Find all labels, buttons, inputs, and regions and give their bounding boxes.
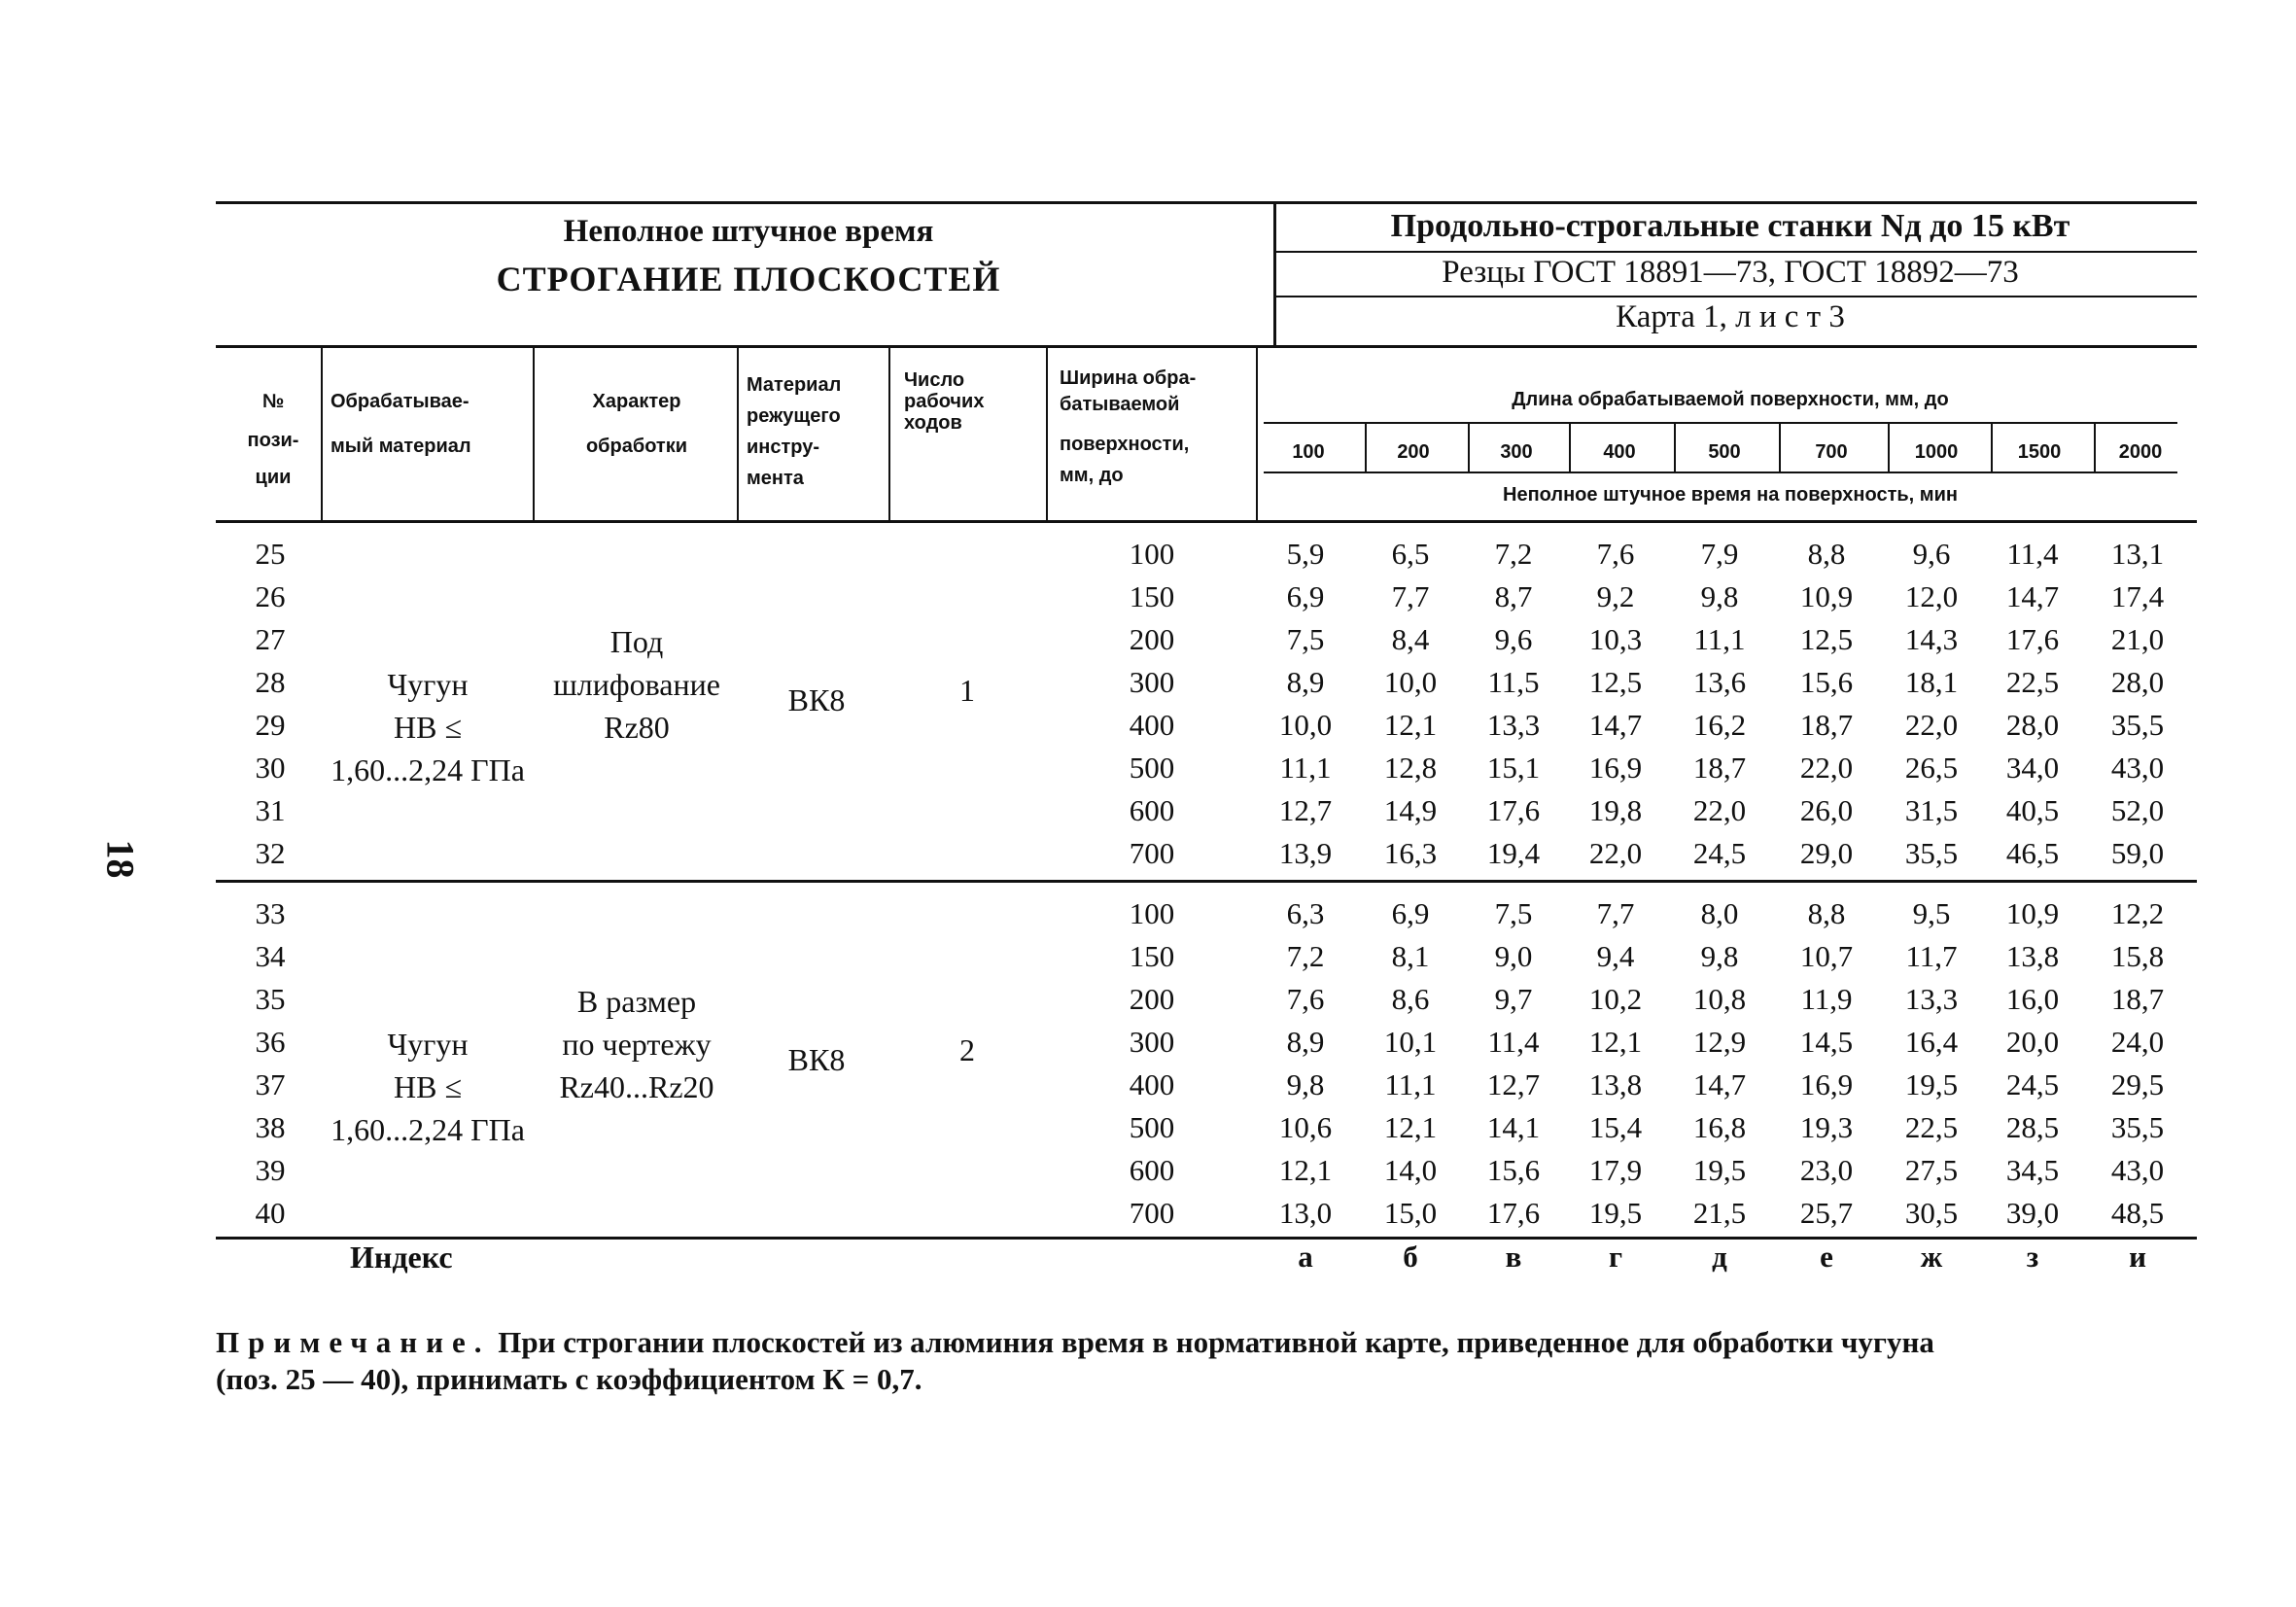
width-value: 600 [1129, 793, 1175, 827]
header-line: обработки [585, 436, 688, 457]
time-value: 28,0 [2005, 708, 2060, 742]
time-value: 7,2 [1494, 537, 1533, 571]
position-number: 26 [255, 579, 286, 613]
col-width-header [1060, 365, 1254, 491]
index-label: Индекс [350, 1240, 453, 1275]
length-divider [1674, 422, 1676, 472]
time-value: 19,5 [1904, 1067, 1959, 1101]
time-value: 8,0 [1700, 896, 1739, 930]
length-divider [1569, 422, 1571, 472]
time-value: 16,0 [2005, 982, 2060, 1016]
length-header-400: 400 [1603, 441, 1636, 463]
time-value: 16,8 [1692, 1110, 1747, 1144]
time-value: 13,1 [2110, 537, 2165, 571]
length-header-100: 100 [1292, 441, 1325, 463]
time-value: 11,4 [1487, 1025, 1540, 1059]
time-value: 40,5 [2005, 793, 2060, 827]
time-value: 14,7 [1692, 1067, 1747, 1101]
length-divider [1365, 422, 1367, 472]
header-line: мый материал [330, 436, 471, 457]
time-value: 10,1 [1383, 1025, 1438, 1059]
column-header-bottom [216, 520, 2197, 523]
position-number: 36 [255, 1025, 286, 1059]
width-value: 400 [1129, 1067, 1175, 1101]
position-number: 27 [255, 622, 286, 656]
time-value: 13,8 [1588, 1067, 1643, 1101]
time-value: 15,1 [1486, 751, 1541, 785]
time-value: 39,0 [2005, 1196, 2060, 1230]
note-prefix: Примечание. [216, 1325, 491, 1359]
time-value: 9,4 [1596, 939, 1635, 973]
time-value: 18,1 [1904, 665, 1959, 699]
time-value: 12,0 [1904, 579, 1959, 613]
time-value: 22,0 [1799, 751, 1854, 785]
time-value: 10,0 [1278, 708, 1333, 742]
time-value: 15,0 [1383, 1196, 1438, 1230]
length-box-top [1264, 422, 2177, 424]
time-value: 8,9 [1286, 1025, 1325, 1059]
processing-line: В размер [576, 984, 697, 1019]
position-number: 39 [255, 1153, 286, 1187]
material-line: НВ ≤ [393, 710, 462, 745]
header-line: Ширина обра- [1060, 367, 1197, 389]
header-line: поверхности, [1060, 434, 1190, 455]
header-line: ходов [904, 412, 962, 434]
time-value: 11,1 [1693, 622, 1746, 656]
time-value: 11,1 [1384, 1067, 1437, 1101]
length-header-300: 300 [1500, 441, 1533, 463]
material-cell [311, 663, 544, 791]
time-value: 52,0 [2110, 793, 2165, 827]
material-line: Чугун [387, 1027, 469, 1062]
time-value: 12,1 [1383, 708, 1438, 742]
col-divider [737, 345, 739, 520]
tool-material-cell: ВК8 [787, 1042, 846, 1077]
time-span-header: Неполное штучное время на поверхность, мин [1503, 484, 1958, 506]
time-value: 7,6 [1596, 537, 1635, 571]
length-header-200: 200 [1397, 441, 1430, 463]
position-number: 38 [255, 1110, 286, 1144]
time-value: 14,7 [2005, 579, 2060, 613]
index-letter: а [1298, 1240, 1313, 1274]
time-value: 9,8 [1700, 939, 1739, 973]
index-letter: б [1403, 1240, 1418, 1274]
position-number: 31 [255, 793, 286, 827]
time-value: 46,5 [2005, 836, 2060, 870]
width-value: 100 [1129, 537, 1175, 571]
processing-line: шлифование [553, 667, 720, 702]
time-value: 16,4 [1904, 1025, 1959, 1059]
col-passes-header [904, 369, 1040, 434]
passes-cell: 2 [959, 1032, 975, 1067]
time-value: 23,0 [1799, 1153, 1854, 1187]
length-divider [2094, 422, 2096, 472]
time-value: 7,7 [1596, 896, 1635, 930]
position-number: 30 [255, 751, 286, 785]
time-value: 9,0 [1494, 939, 1533, 973]
time-value: 18,7 [1799, 708, 1854, 742]
header-line: Число [904, 369, 965, 391]
time-value: 9,8 [1286, 1067, 1325, 1101]
top-border [216, 201, 2197, 204]
time-value: 14,7 [1588, 708, 1643, 742]
time-value: 9,5 [1912, 896, 1951, 930]
column-header-top [216, 345, 2197, 348]
time-value: 10,9 [2005, 896, 2060, 930]
time-value: 22,0 [1904, 708, 1959, 742]
index-letter: ж [1920, 1240, 1943, 1274]
time-value: 13,3 [1904, 982, 1959, 1016]
time-value: 13,6 [1692, 665, 1747, 699]
index-letter: г [1608, 1240, 1623, 1274]
time-value: 14,5 [1799, 1025, 1854, 1059]
note [216, 1324, 2199, 1398]
cutters-label: Резцы ГОСТ 18891—73, ГОСТ 18892—73 [1442, 255, 2019, 290]
position-number: 28 [255, 665, 286, 699]
page-title: СТРОГАНИЕ ПЛОСКОСТЕЙ [496, 260, 1001, 298]
time-value: 10,3 [1588, 622, 1643, 656]
processing-cell [535, 980, 739, 1108]
col-divider [321, 345, 323, 520]
time-value: 43,0 [2110, 751, 2165, 785]
time-value: 10,0 [1383, 665, 1438, 699]
time-value: 28,5 [2005, 1110, 2060, 1144]
time-value: 17,9 [1588, 1153, 1643, 1187]
time-value: 9,6 [1494, 622, 1533, 656]
length-divider [1468, 422, 1470, 472]
time-value: 17,6 [1486, 793, 1541, 827]
position-number: 32 [255, 836, 286, 870]
header-rule [1273, 251, 2197, 253]
width-value: 100 [1129, 896, 1175, 930]
passes-cell: 1 [959, 673, 975, 708]
time-value: 59,0 [2110, 836, 2165, 870]
width-value: 150 [1129, 939, 1175, 973]
time-value: 6,3 [1286, 896, 1325, 930]
header-line: Материал [747, 374, 842, 396]
index-letter: д [1712, 1240, 1727, 1274]
time-value: 35,5 [1904, 836, 1959, 870]
time-value: 30,5 [1904, 1196, 1959, 1230]
time-value: 24,0 [2110, 1025, 2165, 1059]
material-line: 1,60...2,24 ГПа [330, 1112, 525, 1147]
material-cell [311, 1023, 544, 1151]
time-value: 21,5 [1692, 1196, 1747, 1230]
header-line: батываемой [1060, 394, 1180, 415]
time-value: 11,9 [1800, 982, 1853, 1016]
time-value: 8,8 [1807, 537, 1846, 571]
length-header-2000: 2000 [2118, 441, 2163, 463]
time-value: 7,6 [1286, 982, 1325, 1016]
time-value: 12,7 [1486, 1067, 1541, 1101]
length-divider [1888, 422, 1890, 472]
time-value: 15,6 [1486, 1153, 1541, 1187]
time-value: 6,9 [1391, 896, 1430, 930]
processing-line: Rz40...Rz20 [559, 1069, 714, 1104]
header-line: пози- [247, 430, 299, 451]
time-value: 11,4 [2006, 537, 2059, 571]
header-line: Характер [592, 391, 681, 412]
time-value: 12,1 [1383, 1110, 1438, 1144]
time-value: 12,1 [1588, 1025, 1643, 1059]
time-value: 12,9 [1692, 1025, 1747, 1059]
material-line: 1,60...2,24 ГПа [330, 752, 525, 787]
time-value: 11,7 [1905, 939, 1958, 973]
time-value: 13,0 [1278, 1196, 1333, 1230]
header-line: мм, до [1060, 465, 1124, 486]
material-line: Чугун [387, 667, 469, 702]
time-value: 9,7 [1494, 982, 1533, 1016]
col-processing-header [544, 385, 729, 463]
processing-line: Под [609, 624, 664, 659]
note-line-2: (поз. 25 — 40), принимать с коэффициентом К = 0,7. [216, 1362, 922, 1396]
col-position-header [239, 385, 307, 494]
group-separator [216, 880, 2197, 883]
time-value: 35,5 [2110, 708, 2165, 742]
header-line: рабочих [904, 391, 985, 412]
header-line: режущего [747, 405, 841, 427]
time-value: 22,0 [1588, 836, 1643, 870]
time-value: 12,2 [2110, 896, 2165, 930]
time-value: 5,9 [1286, 537, 1325, 571]
note-line-1 [216, 1324, 2199, 1361]
index-letter: и [2129, 1240, 2146, 1274]
time-value: 19,5 [1588, 1196, 1643, 1230]
material-line: НВ ≤ [393, 1069, 462, 1104]
time-value: 7,5 [1286, 622, 1325, 656]
time-value: 9,2 [1596, 579, 1635, 613]
time-value: 16,9 [1799, 1067, 1854, 1101]
length-span-header: Длина обрабатываемой поверхности, мм, до [1512, 389, 1949, 410]
position-number: 29 [255, 708, 286, 742]
time-value: 9,6 [1912, 537, 1951, 571]
time-value: 12,5 [1588, 665, 1643, 699]
time-value: 29,5 [2110, 1067, 2165, 1101]
machines-label: Продольно-строгальные станки Nд до 15 кВт [1390, 208, 2070, 244]
time-value: 11,5 [1487, 665, 1540, 699]
time-value: 24,5 [2005, 1067, 2060, 1101]
card-label: Карта 1, л и с т 3 [1616, 299, 1845, 334]
time-value: 12,8 [1383, 751, 1438, 785]
time-value: 34,0 [2005, 751, 2060, 785]
length-box-bottom [1264, 472, 2177, 473]
time-value: 14,1 [1486, 1110, 1541, 1144]
time-value: 7,5 [1494, 896, 1533, 930]
time-value: 17,6 [1486, 1196, 1541, 1230]
length-divider [1991, 422, 1993, 472]
time-value: 10,2 [1588, 982, 1643, 1016]
col-material-header [330, 385, 525, 463]
col-divider [888, 345, 890, 520]
width-value: 700 [1129, 836, 1175, 870]
time-value: 48,5 [2110, 1196, 2165, 1230]
header-line: ции [255, 467, 292, 488]
position-number: 37 [255, 1067, 286, 1101]
processing-line: Rz80 [604, 710, 670, 745]
position-number: 40 [255, 1196, 286, 1230]
time-value: 10,7 [1799, 939, 1854, 973]
time-value: 19,4 [1486, 836, 1541, 870]
time-value: 26,5 [1904, 751, 1959, 785]
time-value: 35,5 [2110, 1110, 2165, 1144]
time-value: 15,8 [2110, 939, 2165, 973]
time-value: 12,7 [1278, 793, 1333, 827]
time-value: 7,7 [1391, 579, 1430, 613]
header-line: Обрабатывае- [330, 391, 470, 412]
time-value: 22,0 [1692, 793, 1747, 827]
time-value: 18,7 [2110, 982, 2165, 1016]
time-value: 22,5 [1904, 1110, 1959, 1144]
width-value: 200 [1129, 982, 1175, 1016]
time-value: 13,9 [1278, 836, 1333, 870]
time-value: 15,6 [1799, 665, 1854, 699]
position-number: 35 [255, 982, 286, 1016]
width-value: 500 [1129, 751, 1175, 785]
length-header-1000: 1000 [1914, 441, 1959, 463]
time-value: 8,9 [1286, 665, 1325, 699]
length-header-500: 500 [1708, 441, 1741, 463]
time-value: 14,3 [1904, 622, 1959, 656]
length-header-1500: 1500 [2017, 441, 2062, 463]
page-number: 18 [98, 839, 143, 879]
header-rule [1273, 296, 2197, 297]
processing-line: по чертежу [562, 1027, 712, 1062]
time-value: 19,3 [1799, 1110, 1854, 1144]
time-value: 13,3 [1486, 708, 1541, 742]
time-value: 21,0 [2110, 622, 2165, 656]
processing-cell [535, 620, 739, 749]
time-value: 43,0 [2110, 1153, 2165, 1187]
time-value: 10,6 [1278, 1110, 1333, 1144]
time-value: 20,0 [2005, 1025, 2060, 1059]
time-value: 8,4 [1391, 622, 1430, 656]
time-value: 8,7 [1494, 579, 1533, 613]
time-value: 12,5 [1799, 622, 1854, 656]
width-value: 200 [1129, 622, 1175, 656]
time-value: 10,9 [1799, 579, 1854, 613]
time-value: 27,5 [1904, 1153, 1959, 1187]
time-value: 24,5 [1692, 836, 1747, 870]
header-line: № [261, 391, 285, 412]
note-text: При строгании плоскостей из алюминия время в нормативной карте, приведенное для обработки чугуна [498, 1325, 1934, 1359]
time-value: 26,0 [1799, 793, 1854, 827]
length-divider [1779, 422, 1781, 472]
index-letter: е [1820, 1240, 1833, 1274]
time-value: 7,9 [1700, 537, 1739, 571]
width-value: 300 [1129, 665, 1175, 699]
width-value: 600 [1129, 1153, 1175, 1187]
title-line-1: Неполное штучное время [563, 214, 934, 249]
time-value: 12,1 [1278, 1153, 1333, 1187]
length-header-700: 700 [1815, 441, 1848, 463]
time-value: 17,6 [2005, 622, 2060, 656]
index-letter: в [1505, 1240, 1522, 1274]
time-value: 19,5 [1692, 1153, 1747, 1187]
time-value: 9,8 [1700, 579, 1739, 613]
position-number: 33 [255, 896, 286, 930]
time-value: 16,3 [1383, 836, 1438, 870]
time-value: 25,7 [1799, 1196, 1854, 1230]
width-value: 150 [1129, 579, 1175, 613]
time-value: 19,8 [1588, 793, 1643, 827]
time-value: 16,9 [1588, 751, 1643, 785]
time-value: 8,8 [1807, 896, 1846, 930]
position-number: 34 [255, 939, 286, 973]
col-divider [1046, 345, 1048, 520]
time-value: 28,0 [2110, 665, 2165, 699]
index-letter: з [2026, 1240, 2039, 1274]
position-number: 25 [255, 537, 286, 571]
time-value: 34,5 [2005, 1153, 2060, 1187]
width-value: 500 [1129, 1110, 1175, 1144]
width-value: 700 [1129, 1196, 1175, 1230]
time-value: 15,4 [1588, 1110, 1643, 1144]
time-value: 14,0 [1383, 1153, 1438, 1187]
time-value: 7,2 [1286, 939, 1325, 973]
time-value: 14,9 [1383, 793, 1438, 827]
col-tool-header [747, 369, 883, 494]
time-value: 22,5 [2005, 665, 2060, 699]
time-value: 13,8 [2005, 939, 2060, 973]
time-value: 8,1 [1391, 939, 1430, 973]
header-line: мента [747, 468, 804, 489]
time-value: 6,5 [1391, 537, 1430, 571]
col-divider [533, 345, 535, 520]
width-value: 300 [1129, 1025, 1175, 1059]
time-value: 8,6 [1391, 982, 1430, 1016]
time-value: 10,8 [1692, 982, 1747, 1016]
col-divider [1256, 345, 1258, 520]
time-value: 16,2 [1692, 708, 1747, 742]
time-value: 6,9 [1286, 579, 1325, 613]
time-value: 18,7 [1692, 751, 1747, 785]
tool-material-cell: ВК8 [787, 682, 846, 717]
time-value: 31,5 [1904, 793, 1959, 827]
time-value: 11,1 [1279, 751, 1332, 785]
header-line: инстру- [747, 437, 820, 458]
time-value: 17,4 [2110, 579, 2165, 613]
time-value: 29,0 [1799, 836, 1854, 870]
width-value: 400 [1129, 708, 1175, 742]
